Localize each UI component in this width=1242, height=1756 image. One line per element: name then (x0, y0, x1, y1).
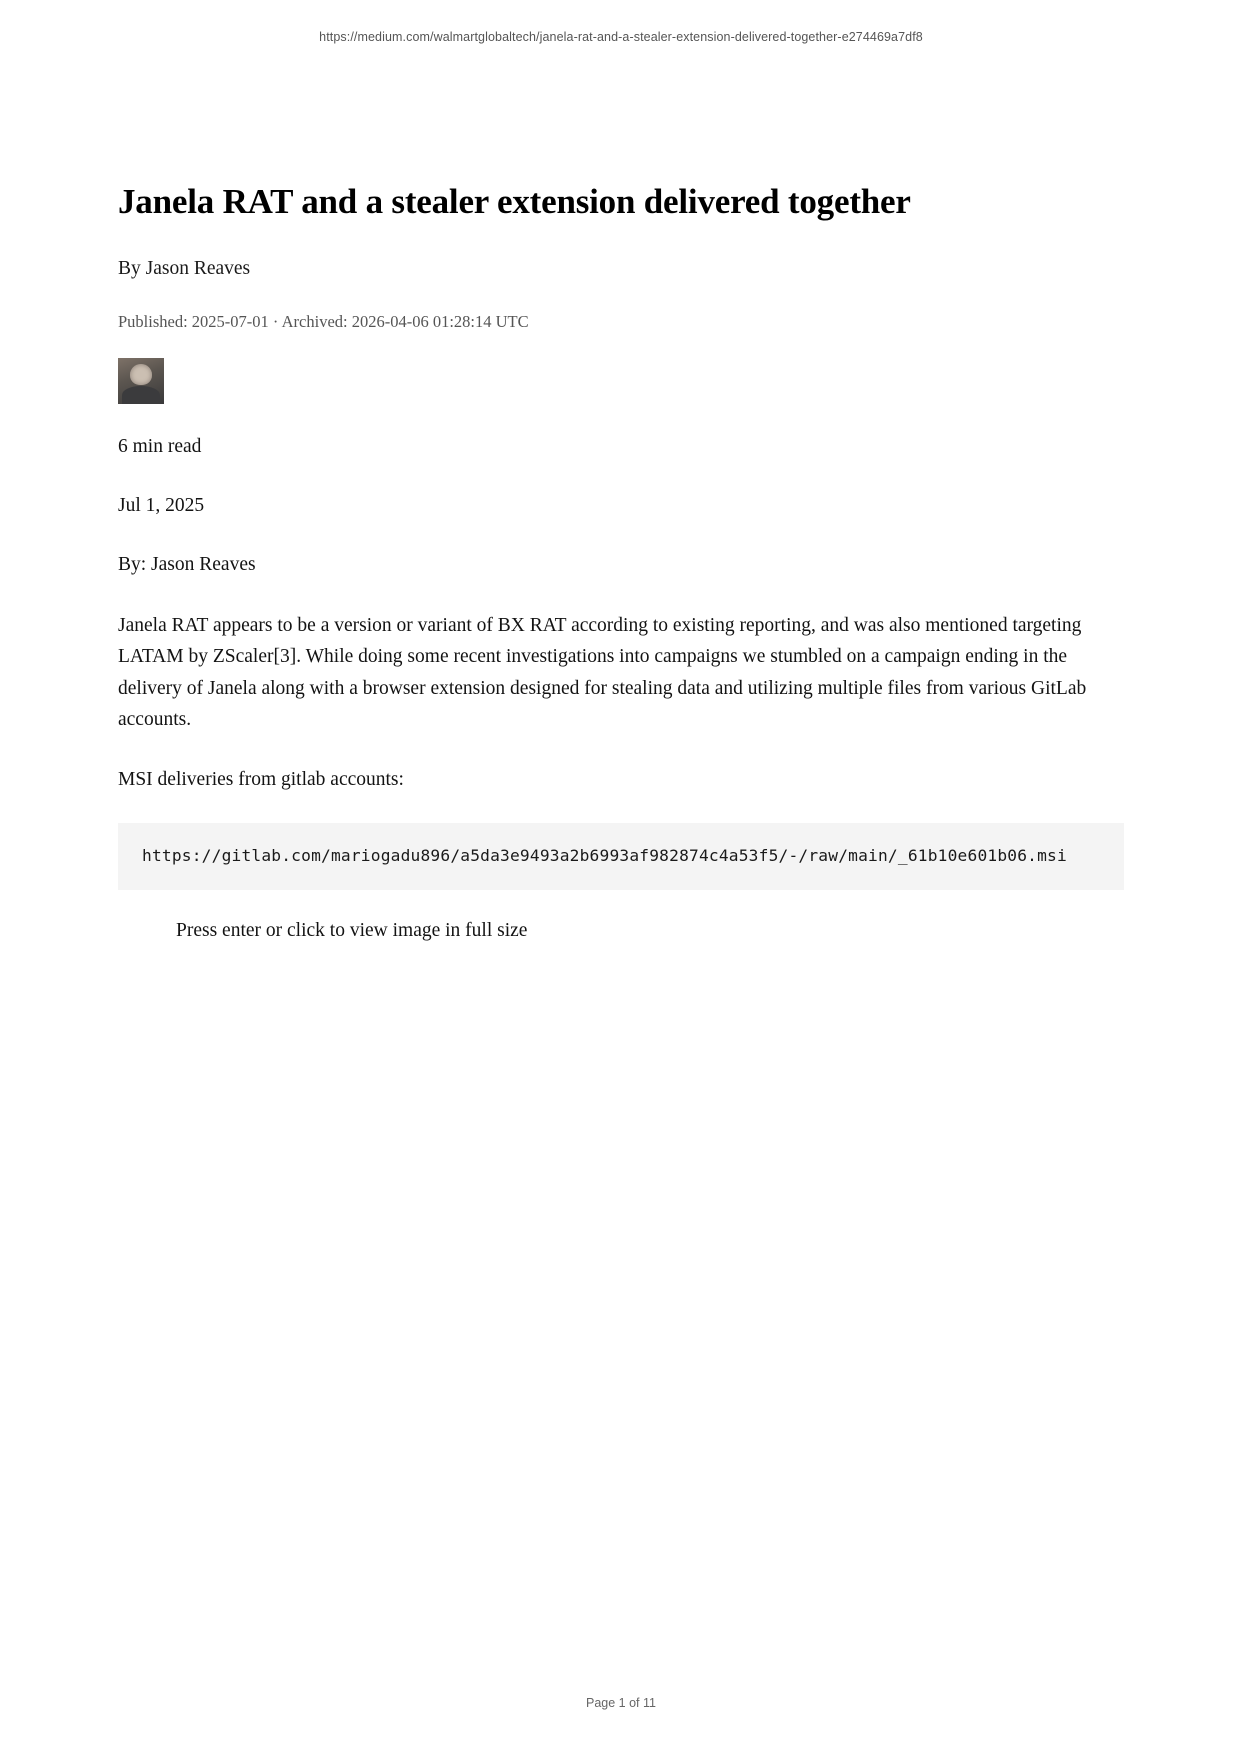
avatar (118, 358, 164, 404)
publication-info: Published: 2025-07-01 · Archived: 2026-04-06 01:28:14 UTC (118, 311, 529, 331)
article-paragraph-1: Janela RAT appears to be a version or variant of BX RAT according to existing reporting, and was also mentioned targeting LATAM by ZScaler[3]. While doing some recent investigations into campaigns we stumbled on a campaign ending in the delivery of Janela along with a browser extension designed for stealing data and utilizing multiple files from various GitLab accounts. (118, 614, 1087, 731)
code-block-msi-url: https://gitlab.com/mariogadu896/a5da3e9493a2b6993af982874c4a53f5/-/raw/main/_61b10e601b06.msi (118, 823, 1124, 890)
image-caption[interactable]: Press enter or click to view image in full size (176, 920, 528, 942)
read-time: 6 min read (118, 435, 202, 457)
article-content (118, 180, 1124, 942)
source-url-header: https://medium.com/walmartglobaltech/janela-rat-and-a-stealer-extension-delivered-together-e274469a7df8 (319, 30, 923, 44)
author-line: By: Jason Reaves (118, 554, 256, 576)
page-footer: Page 1 of 11 (586, 1696, 656, 1710)
byline: By Jason Reaves (118, 257, 251, 279)
publish-date: Jul 1, 2025 (118, 495, 205, 516)
page-title: Janela RAT and a stealer extension delivered together (118, 182, 911, 221)
article-paragraph-2: MSI deliveries from gitlab accounts: (118, 768, 404, 790)
